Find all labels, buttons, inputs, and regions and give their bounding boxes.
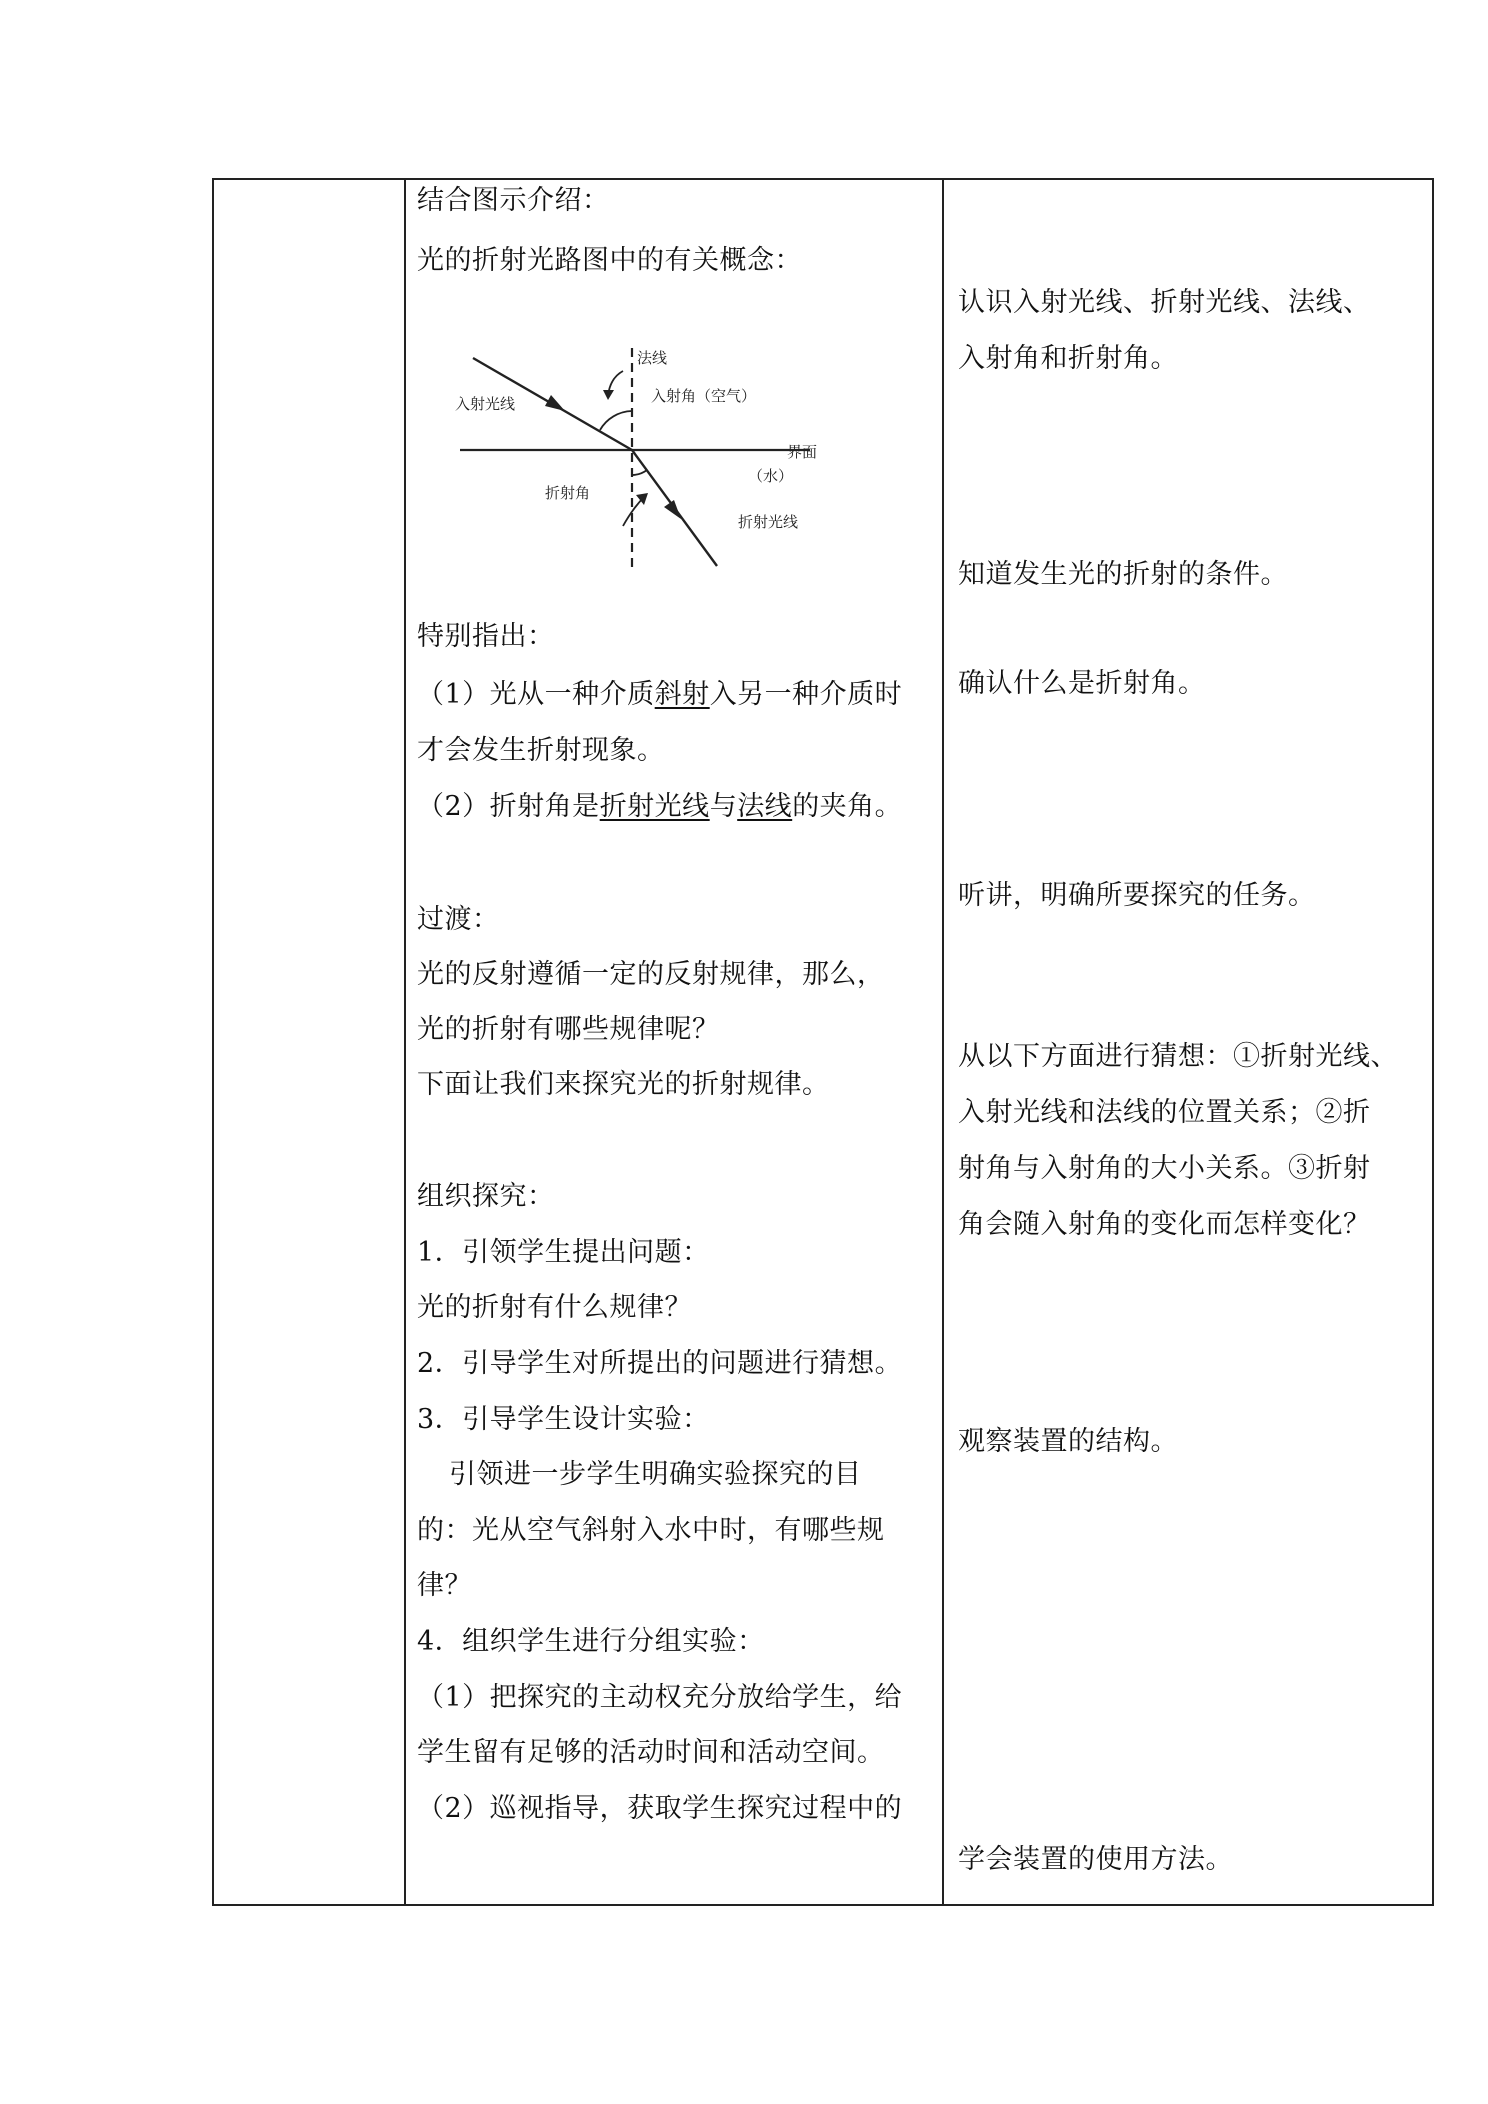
incident-arrow-icon (545, 395, 565, 411)
normal-label: 法线 (637, 349, 668, 367)
text-line: 才会发生折射现象。 (417, 735, 665, 766)
text-line: 1．引领学生提出问题： (417, 1237, 710, 1268)
refraction-angle-label: 折射角 (545, 484, 591, 502)
refraction-angle-arc (632, 470, 647, 475)
text-line: 角会随入射角的变化而怎样变化？ (958, 1209, 1371, 1240)
text-line: 射角与入射角的大小关系。③折射 (958, 1153, 1371, 1184)
text-line: 3．引导学生设计实验： (417, 1404, 710, 1435)
water-label: （水） (748, 467, 794, 485)
text-line: 光的折射光路图中的有关概念： (417, 245, 802, 276)
text-line: （2）巡视指导，获取学生探究过程中的 (417, 1793, 903, 1824)
text-line: （1）把探究的主动权充分放给学生，给 (417, 1682, 903, 1713)
incident-angle-arc (600, 411, 632, 430)
text-line (417, 790, 902, 824)
text-line: 光的反射遵循一定的反射规律，那么， (417, 959, 885, 990)
column-divider-right (942, 180, 944, 1904)
text-line (417, 678, 902, 712)
incident-angle-label: 入射角（空气） (651, 387, 757, 405)
text-line: 确认什么是折射角。 (958, 668, 1206, 699)
text-line: 知道发生光的折射的条件。 (958, 559, 1288, 590)
text-line: 组织探究： (417, 1181, 555, 1212)
text-line: 观察装置的结构。 (958, 1426, 1178, 1457)
text-line: 听讲，明确所要探究的任务。 (958, 880, 1316, 911)
interface-label: 界面 (786, 443, 817, 461)
text-line: 光的折射有什么规律？ (417, 1292, 692, 1323)
incident-angle-pointer-icon (603, 390, 614, 400)
refraction-diagram (455, 333, 825, 578)
text-line: 认识入射光线、折射光线、法线、 (958, 287, 1371, 318)
text-line: 入射光线和法线的位置关系；②折 (958, 1097, 1371, 1128)
refracted-ray-label: 折射光线 (738, 513, 799, 531)
text-line: 引领进一步学生明确实验探究的目 (449, 1459, 862, 1490)
text-line: 的：光从空气斜射入水中时，有哪些规 (417, 1515, 885, 1546)
text-line: 光的折射有哪些规律呢？ (417, 1014, 720, 1045)
text-line: 学生留有足够的活动时间和活动空间。 (417, 1737, 885, 1768)
text-line: 2．引导学生对所提出的问题进行猜想。 (417, 1348, 903, 1379)
text-span: （1）光从一种介质 (417, 679, 655, 710)
text-span: 的夹角。 (792, 791, 903, 822)
text-line: 特别指出： (417, 621, 555, 652)
text-line: 结合图示介绍： (417, 185, 610, 216)
column-divider-left (404, 180, 406, 1904)
underlined-term: 折射光线 (599, 791, 710, 822)
underlined-term: 斜射 (654, 679, 710, 710)
text-line: 4．组织学生进行分组实验： (417, 1626, 765, 1657)
text-span: （2）折射角是 (417, 791, 600, 822)
underlined-term: 法线 (737, 791, 793, 822)
text-line: 学会装置的使用方法。 (958, 1844, 1233, 1875)
text-span: 入另一种介质时 (709, 679, 903, 710)
text-line: 从以下方面进行猜想：①折射光线、 (958, 1041, 1398, 1072)
text-line: 过渡： (417, 904, 500, 935)
text-line: 下面让我们来探究光的折射规律。 (417, 1069, 830, 1100)
text-line: 入射角和折射角。 (958, 343, 1178, 374)
refracted-arrow-icon (664, 500, 681, 519)
incident-ray-label: 入射光线 (455, 395, 516, 413)
text-span: 与 (709, 791, 738, 822)
text-line: 律？ (417, 1570, 472, 1601)
